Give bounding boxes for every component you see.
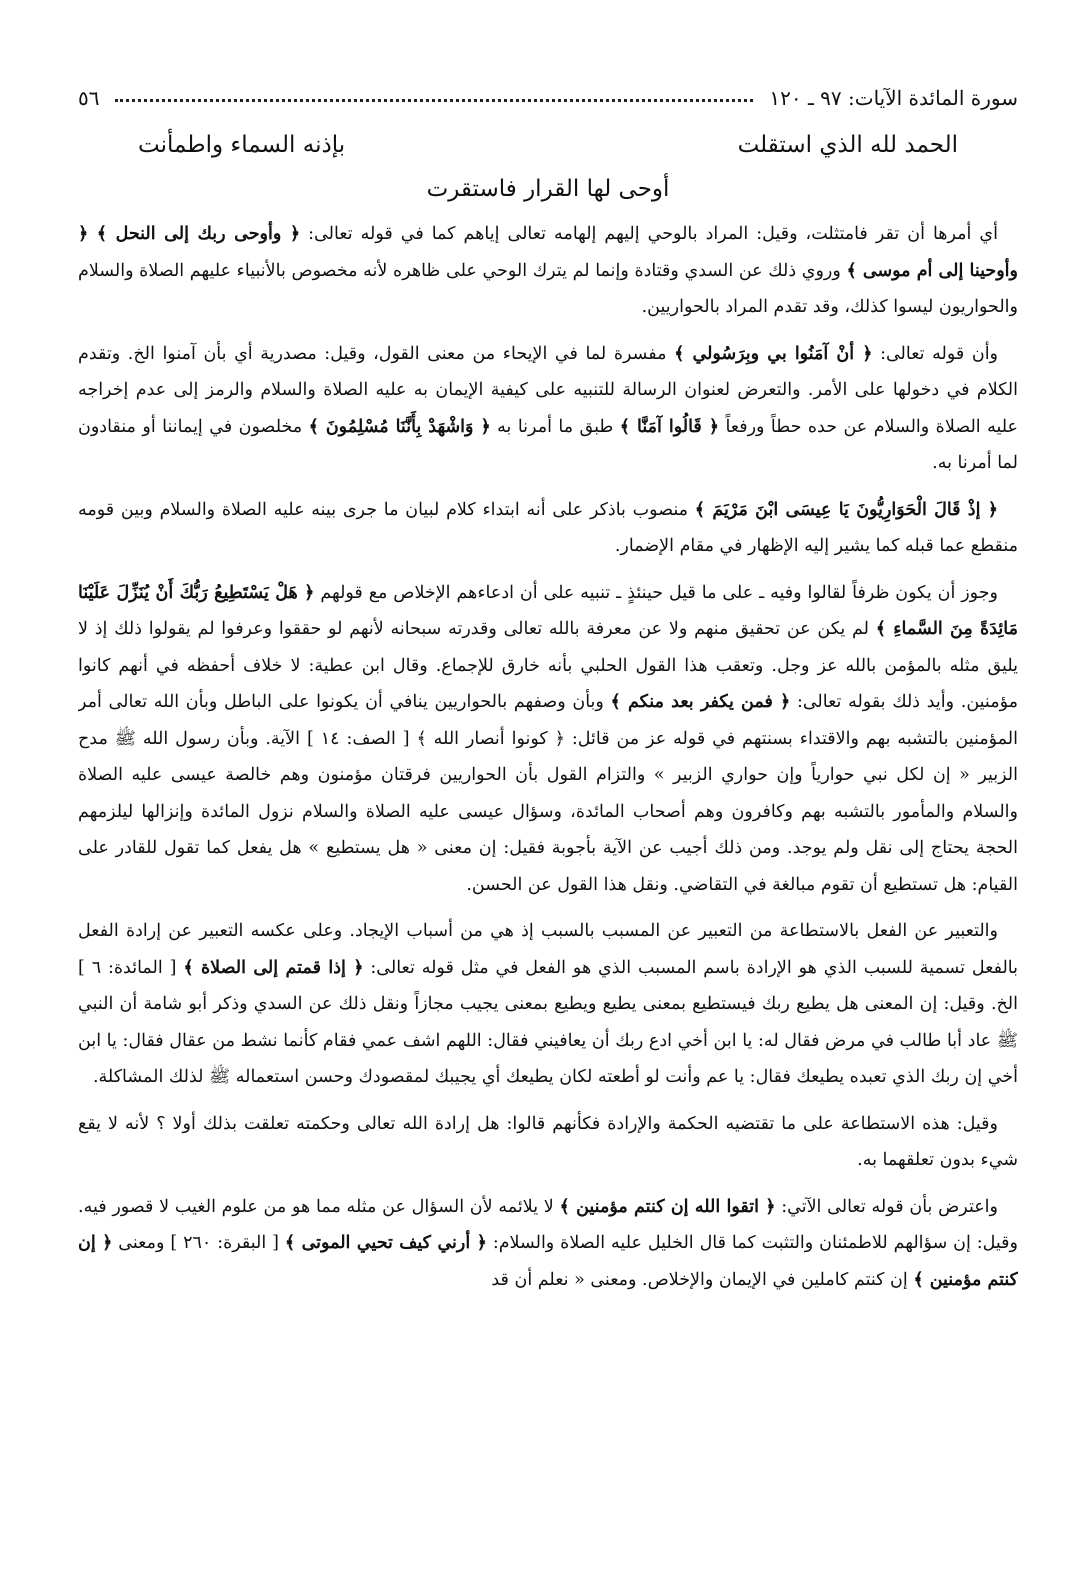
poetry-verse (78, 132, 1018, 216)
paragraph-1 (78, 216, 1018, 326)
paragraph-7 (78, 1189, 1018, 1299)
verse-line-1 (78, 132, 1018, 172)
text-run: مخلصون في إيماننا أو منقادون لما أمرنا به. (78, 416, 1018, 473)
verse-hemistich-left: بإذنه السماء واطمأنت (138, 132, 346, 158)
paragraph-2 (78, 336, 1018, 482)
text-run: أي أمرها أن تقر فامتثلت، وقيل: المراد بالوحي إليهم إلهامه تعالى إياهم كما في قوله تعالى: (300, 224, 998, 244)
text-run: وأن قوله تعالى: (872, 343, 999, 364)
verse-line-2: أوحى لها القرار فاستقرت (426, 176, 670, 202)
paragraph-4 (78, 575, 1018, 904)
quran-quote: ﴿ وَاشْهَدْ بِأَنَّنَا مُسْلِمُونَ ﴾ (308, 416, 491, 437)
quran-quote: ﴿ أرني كيف تحيي الموتى ﴾ (284, 1233, 487, 1253)
text-run: والتعبير عن الفعل بالاستطاعة من التعبير عن المسبب بالسبب إذ هي من أسباب الإيجاد. وعلى عكسه التعبير عن إرادة الفعل بالفعل تسمية للسبب الذي هو الإرادة باسم المسبب الذي هو الفعل في مثل قوله تعالى: (78, 921, 1018, 978)
quran-quote: ﴿ إن كنتم مؤمنين ﴾ (78, 1233, 1018, 1290)
quran-quote: ﴿ وأوحى ربك إلى النحل ﴾ ﴿ وأوحينا إلى أم موسى ﴾ (78, 224, 1018, 281)
quran-quote: ﴿ هَلْ يَسْتَطِيعُ رَبُّكَ أَنْ يُنَزِّلَ عَلَيْنَا مَائِدَةً مِنَ السَّماءِ ﴾ (78, 582, 1018, 639)
quran-quote: ﴿ إذا قمتم إلى الصلاة ﴾ (183, 957, 364, 978)
text-run: لم يكن عن تحقيق منهم ولا عن معرفة بالله تعالى وقدرته سبحانه لأنهم لو حققوا وعرفوا لم يقولوا ذلك إذ لا يليق مثله بالمؤمن بالله عز وجل. وتعقب هذا القول الحلبي بأنه خارق للإجماع. وقال ابن عطية: لا خلاف أحفظه في أنهم كانوا مؤمنين. وأيد ذلك بقوله تعالى: (78, 619, 1018, 712)
text-run: إن كنتم كاملين في الإيمان والإخلاص. ومعنى « نعلم أن قد (491, 1269, 914, 1290)
quran-quote: ﴿ إذْ قَالَ الْحَوَارِيُّونَ يَا عِيسَى ابْنَ مَرْيَمَ ﴾ (694, 499, 998, 520)
page (78, 70, 1018, 1560)
text-run: [ البقرة: ٢٦٠ ] ومعنى (112, 1233, 285, 1253)
page-header (78, 70, 1018, 110)
text-run: واعترض بأن قوله تعالى الآتي: (775, 1196, 998, 1217)
paragraph-5 (78, 913, 1018, 1096)
verse-hemistich-right: الحمد لله الذي استقلت (737, 132, 958, 158)
page-number: ٥٦ (78, 86, 100, 110)
paragraph-6 (78, 1106, 1018, 1179)
text-run: مفسرة لما في الإيحاء من معنى القول، وقيل: مصدرية أي بأن آمنوا الخ. وتقدم الكلام في دخولها على الأمر. والتعرض لعنوان الرسالة للتنبيه على كيفية الإيمان به عليه الصلاة والسلام والرمز إلى عدم إخراجه عليه الصلاة والسلام عن حده حطاً ورفعاً (78, 343, 1018, 437)
text-run: منصوب باذكر على أنه ابتداء كلام لبيان ما جرى بينه عليه الصلاة والسلام وبين قومه منقطع عما قبله كما يشير إليه الإظهار في مقام الإضمار. (78, 499, 1018, 556)
text-run: [ المائدة: ٦ ] الخ. وقيل: إن المعنى هل يطيع ربك فيستطيع بمعنى يطيع ويطيع بمعنى يجيب مجازاً ونقل ذلك عن السدي وذكر أبو شامة أن النبي ﷺ عاد أبا طالب في مرض فقال له: يا ابن أخي ادع ربك أن يعافيني فقال: اللهم اشف عمي فقام كأنما نشط من عقال فقال: يا ابن أخي إن ربك الذي تعبده يطيعك فقال: يا عم وأنت لو أطعته لكان يطيعك أي يجيبك لمقصودك وحسن استعماله ﷺ لذلك المشاكلة. (78, 957, 1018, 1087)
quran-quote: ﴿ اتقوا الله إن كنتم مؤمنين ﴾ (559, 1196, 776, 1217)
text-run: وجوز أن يكون ظرفاً لقالوا وفيه ـ على ما قيل حينئذٍ ـ تنبيه على أن ادعاءهم الإخلاص مع قولهم (314, 582, 998, 603)
running-title: سورة المائدة الآيات: ٩٧ ـ ١٢٠ (769, 86, 1018, 110)
quran-quote: ﴿ أنْ آمَنُوا بي وبِرَسُولي ﴾ (674, 343, 873, 364)
text-run: لا يلائمه لأن السؤال عن مثله مما هو من علوم الغيب لا قصور فيه. وقيل: إن سؤالهم للاطمئنان والتثبت كما قال الخليل عليه الصلاة والسلام: (78, 1196, 1018, 1253)
header-dotted-leader (115, 99, 753, 102)
quran-quote: ﴿ فمن يكفر بعد منكم ﴾ (610, 692, 791, 712)
quran-quote: ﴿ قَالُوا آمَنَّا ﴾ (619, 416, 719, 437)
text-run: وقيل: هذه الاستطاعة على ما تقتضيه الحكمة والإرادة فكأنهم قالوا: هل إرادة الله تعالى وحكمته تعلقت بذلك أولا ؟ لأنه لا يقع شيء بدون تعلقهما به. (78, 1113, 1018, 1170)
text-run: وروي ذلك عن السدي وقتادة وإنما لم يترك الوحي على ظاهره لأنه مخصوص بالأنبياء عليهم الصلاة والسلام والحواريون ليسوا كذلك، وقد تقدم المراد بالحواريين. (78, 260, 1018, 317)
paragraph-3 (78, 492, 1018, 565)
text-run: طبق ما أمرنا به (490, 416, 620, 437)
text-run: وبأن وصفهم بالحواريين ينافي أن يكونوا على الباطل وبأن الله تعالى أمر المؤمنين بالتشبه بهم والاقتداء بسنتهم في قوله عز من قائل: ﴿ كونوا أنصار الله ﴾ [ الصف: ١٤ ] الآية. وبأن رسول الله ﷺ مدح الزبير « إن لكل نبي حوارياً وإن حواري الزبير » والتزام القول بأن الحواريين فرقتان مؤمنون وهم خالصة عيسى عليه الصلاة والسلام والمأمور بالتشبه بهم وكافرون وهم أصحاب المائدة، وسؤال عيسى عليه الصلاة والسلام نزول المائدة وإنزالها ليلزمهم الحجة يحتاج إلى نقل ولم يوجد. ومن ذلك أجيب عن الآية بأجوبة فقيل: إن معنى « هل يستطيع » هل يفعل كما تقول للقادر على القيام: هل تستطيع أن تقوم مبالغة في التقاضي. ونقل هذا القول عن الحسن. (78, 692, 1018, 895)
